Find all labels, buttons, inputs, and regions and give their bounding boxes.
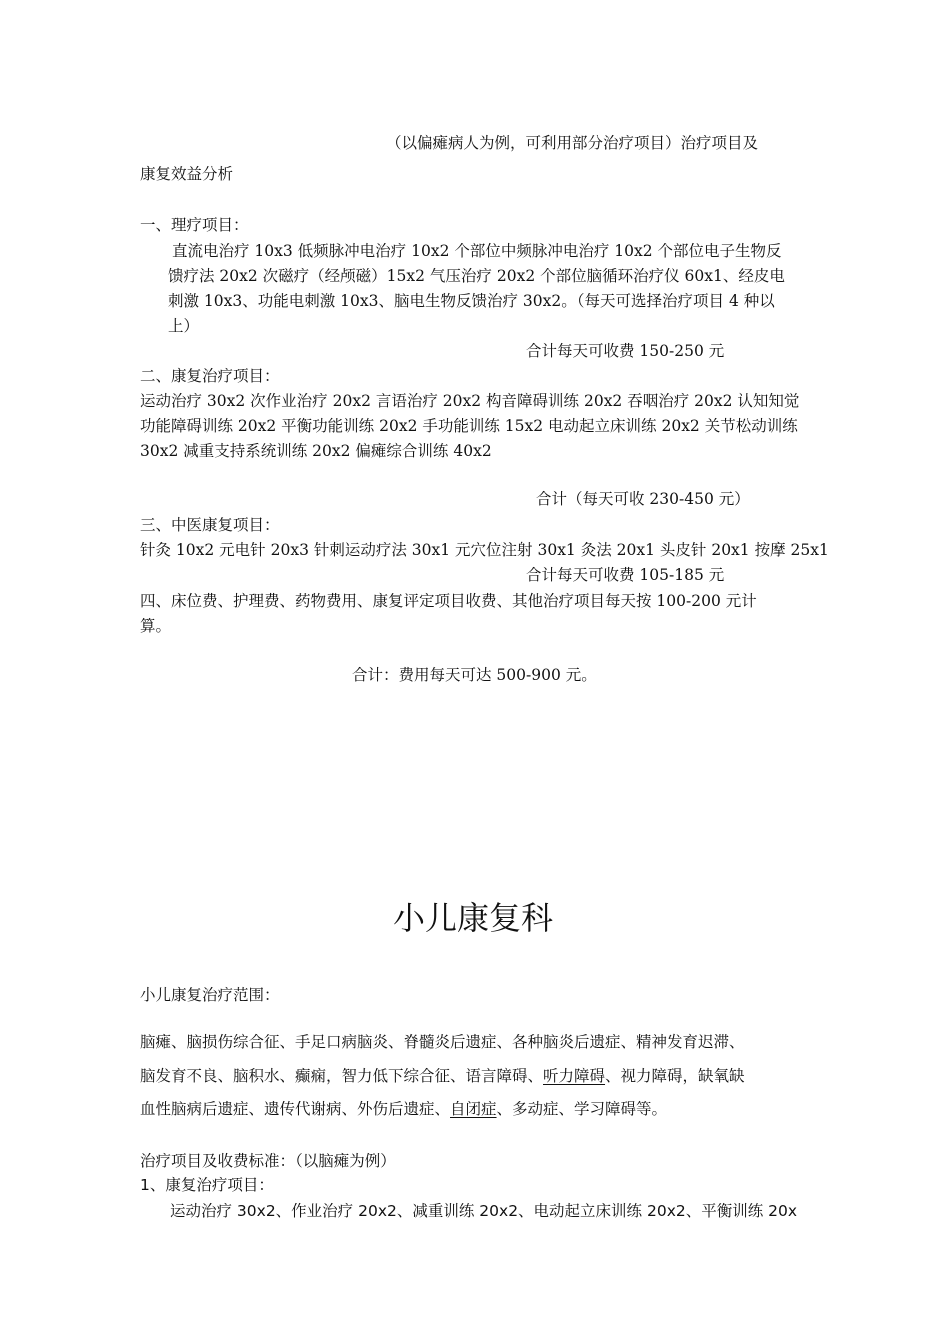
hearing-impairment-link[interactable]: 听力障碍 [543, 1067, 606, 1085]
pediatric-scope-line2 [140, 1063, 745, 1089]
section2-line2: 功能障碍训练 20x2 平衡功能训练 20x2 手功能训练 15x2 电动起立床训练 20x2 关节松动训练 [140, 417, 798, 435]
section1-line1: 直流电治疗 10x3 低频脉冲电治疗 10x2 个部位中频脉冲电治疗 10x2 个部位电子生物反 [172, 242, 782, 260]
scope-text: 血性脑病后遗症、遗传代谢病、外伤后遗症、 [140, 1100, 451, 1118]
pediatric-scope-heading: 小儿康复治疗范围： [140, 986, 280, 1004]
scope-text: 脑发育不良、脑积水、癫痫，智力低下综合征、语言障碍、 [140, 1067, 544, 1085]
section2-line3: 30x2 减重支持系统训练 20x2 偏瘫综合训练 40x2 [140, 442, 492, 460]
section1-line4: 上） [168, 317, 200, 335]
grand-total: 合计：费用每天可达 500-900 元。 [352, 666, 597, 684]
doc-title-line2: 康复效益分析 [140, 165, 234, 183]
fees-heading: 治疗项目及收费标准：（以脑瘫为例） [140, 1152, 396, 1170]
scope-text: 、多动症、学习障碍等。 [496, 1100, 668, 1118]
section1-line2: 馈疗法 20x2 次磁疗（经颅磁）15x2 气压治疗 20x2 个部位脑循环治疗仪 60x1、经皮电 [168, 267, 785, 285]
section2-line1: 运动治疗 30x2 次作业治疗 20x2 言语治疗 20x2 构音障碍训练 20x2 吞咽治疗 20x2 认知知觉 [140, 392, 800, 410]
autism-link[interactable]: 自闭症 [450, 1100, 497, 1118]
section2-heading: 二、康复治疗项目： [140, 367, 280, 385]
pediatric-scope-line3 [140, 1096, 667, 1122]
pediatric-title: 小儿康复科 [393, 899, 554, 937]
section1-total: 合计每天可收费 150-250 元 [526, 342, 725, 360]
item1-line: 运动治疗 30x2、作业治疗 20x2、减重训练 20x2、电动起立床训练 20x2、平衡训练 20x [170, 1202, 798, 1220]
section4-line1: 四、床位费、护理费、药物费用、康复评定项目收费、其他治疗项目每天按 100-200 元计 [140, 592, 757, 610]
section1-heading: 一、理疗项目： [140, 216, 249, 234]
section1-line3: 刺激 10x3、功能电刺激 10x3、脑电生物反馈治疗 30x2。（每天可选择治疗项目 4 种以 [168, 292, 775, 310]
section4-line2: 算。 [140, 617, 172, 635]
item1-heading: 1、康复治疗项目： [140, 1176, 274, 1194]
pediatric-scope-line1: 脑瘫、脑损伤综合征、手足口病脑炎、脊髓炎后遗症、各种脑炎后遗症、精神发育迟滞、 [140, 1033, 745, 1051]
section2-total: 合计（每天可收 230-450 元） [536, 490, 750, 508]
section3-line: 针灸 10x2 元电针 20x3 针刺运动疗法 30x1 元穴位注射 30x1 灸法 20x1 头皮针 20x1 按摩 25x1 [140, 541, 829, 559]
scope-text: 、视力障碍，缺氧缺 [605, 1067, 745, 1085]
section3-total: 合计每天可收费 105-185 元 [526, 566, 725, 584]
doc-title-line1: （以偏瘫病人为例，可利用部分治疗项目）治疗项目及 [386, 134, 759, 152]
section3-heading: 三、中医康复项目： [140, 516, 280, 534]
